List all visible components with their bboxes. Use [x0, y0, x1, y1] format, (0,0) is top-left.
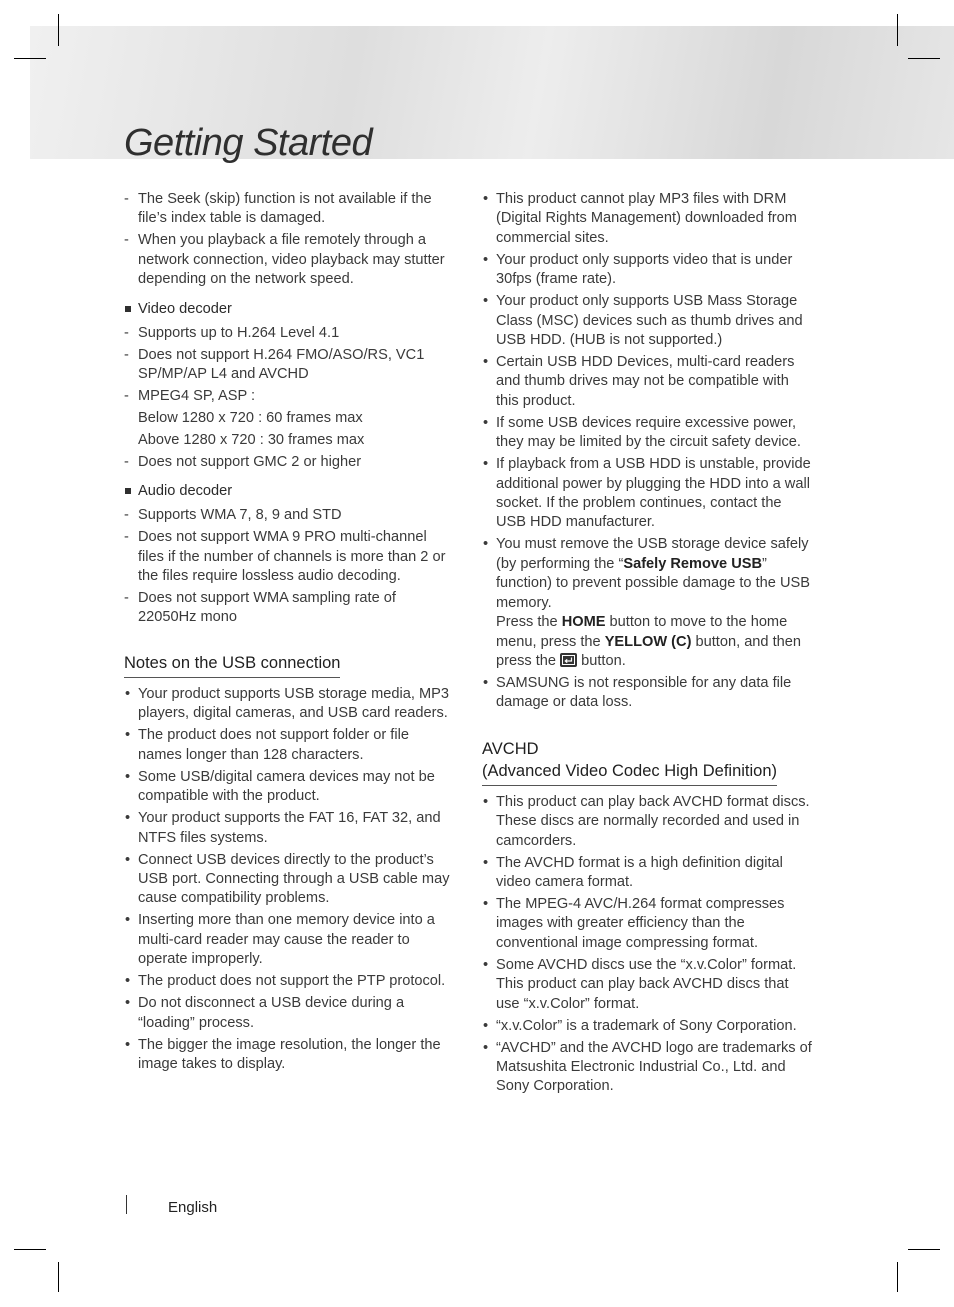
- list-item: • Inserting more than one memory device into a multi-card reader may cause the reader to operate improperly.: [124, 911, 456, 969]
- list-item: • Your product supports the FAT 16, FAT 32, and NTFS files systems.: [124, 809, 456, 848]
- list-item: • The MPEG-4 AVC/H.264 format compresses images with greater efficiency than the conventional image compressing format.: [482, 895, 814, 953]
- list-item: - When you playback a file remotely through a network connection, video playback may stutter depending on the network speed.: [124, 231, 456, 289]
- usb-notes-list-continued: [482, 190, 814, 713]
- list-item: • Connect USB devices directly to the product’s USB port. Connecting through a USB cable may cause compatibility problems.: [124, 851, 456, 909]
- list-item: - Does not support WMA 9 PRO multi-channel files if the number of channels is more than 2 or the files require lossless audio decoding.: [124, 528, 456, 586]
- crop-mark: [58, 1262, 59, 1292]
- list-item: • The AVCHD format is a high definition digital video camera format.: [482, 854, 814, 893]
- list-item: • The bigger the image resolution, the longer the image takes to display.: [124, 1036, 456, 1075]
- list-item: • Do not disconnect a USB device during a “loading” process.: [124, 994, 456, 1033]
- list-item: • Your product only supports USB Mass Storage Class (MSC) devices such as thumb drives and USB HDD. (HUB is not supported.): [482, 292, 814, 350]
- list-item: • SAMSUNG is not responsible for any data file damage or data loss.: [482, 674, 814, 713]
- crop-mark: [14, 58, 46, 59]
- bold-text: YELLOW (C): [604, 633, 692, 650]
- list-item: • Certain USB HDD Devices, multi-card readers and thumb drives may not be compatible with this product.: [482, 353, 814, 411]
- frame-limit-line: Above 1280 x 720 : 30 frames max: [138, 432, 365, 449]
- audio-decoder-heading: Audio decoder: [124, 482, 456, 501]
- text-run: button to move to the home menu, press the: [496, 614, 788, 650]
- list-item: • If some USB devices require excessive power, they may be limited by the circuit safety device.: [482, 414, 814, 453]
- list-item: • “x.v.Color” is a trademark of Sony Corporation.: [482, 1017, 814, 1036]
- video-decoder-list: [124, 324, 456, 407]
- list-item: - The Seek (skip) function is not available if the file’s index table is damaged.: [124, 190, 456, 229]
- crop-mark: [908, 58, 940, 59]
- list-item: - Does not support H.264 FMO/ASO/RS, VC1 SP/MP/AP L4 and AVCHD: [124, 346, 456, 385]
- right-column: [482, 190, 814, 1097]
- text-run: button.: [577, 652, 626, 669]
- text-run: ” function) to prevent possible damage to the USB memory.: [496, 555, 810, 611]
- enter-return-icon: [560, 653, 577, 667]
- video-decoder-heading: Video decoder: [124, 300, 456, 319]
- avchd-heading-line1: AVCHD: [482, 739, 539, 758]
- page-title: Getting Started: [124, 122, 373, 164]
- audio-decoder-list: [124, 506, 456, 628]
- crop-mark: [908, 1249, 940, 1250]
- video-decoder-list-end: [124, 453, 456, 472]
- footer-divider: [126, 1195, 127, 1214]
- list-item: • This product cannot play MP3 files with DRM (Digital Rights Management) downloaded from commercial sites.: [482, 190, 814, 248]
- crop-mark: [897, 1262, 898, 1292]
- crop-mark: [897, 14, 898, 46]
- avchd-heading-line2: (Advanced Video Codec High Definition): [482, 761, 778, 780]
- usb-notes-heading: Notes on the USB connection: [124, 652, 340, 678]
- list-item: • “AVCHD” and the AVCHD logo are trademarks of Matsushita Electronic Industrial Co., Ltd. and Sony Corporation.: [482, 1039, 814, 1097]
- list-item: - MPEG4 SP, ASP :: [124, 387, 456, 406]
- list-item: • Some USB/digital camera devices may not be compatible with the product.: [124, 768, 456, 807]
- crop-mark: [14, 1249, 46, 1250]
- list-item: - Supports up to H.264 Level 4.1: [124, 324, 456, 343]
- avchd-list: [482, 793, 814, 1097]
- bold-text: Safely Remove USB: [623, 555, 763, 572]
- intro-list: [124, 190, 456, 290]
- list-item: - Does not support GMC 2 or higher: [124, 453, 456, 472]
- list-item: • If playback from a USB HDD is unstable, provide additional power by plugging the HDD into a wall socket. If the problem continues, contact the USB HDD manufacturer.: [482, 455, 814, 533]
- avchd-heading: [482, 738, 777, 786]
- frame-limit-line: Below 1280 x 720 : 60 frames max: [138, 410, 363, 427]
- crop-mark: [58, 14, 59, 46]
- list-item: • The product does not support folder or file names longer than 128 characters.: [124, 726, 456, 765]
- list-item: - Does not support WMA sampling rate of 22050Hz mono: [124, 589, 456, 628]
- text-run: button, and then press the: [496, 633, 801, 669]
- usb-notes-list: [124, 685, 456, 1074]
- text-run: Press the: [496, 614, 562, 631]
- left-column: [124, 190, 456, 1074]
- list-item: • The product does not support the PTP protocol.: [124, 972, 456, 991]
- list-item: • Some AVCHD discs use the “x.v.Color” format. This product can play back AVCHD discs that use “x.v.Color” format.: [482, 956, 814, 1014]
- footer-language: English: [168, 1199, 218, 1216]
- safe-remove-item: [482, 535, 814, 671]
- bold-text: HOME: [561, 614, 606, 631]
- list-item: • Your product supports USB storage media, MP3 players, digital cameras, and USB card readers.: [124, 685, 456, 724]
- text-run: You must remove the USB storage device safely (by performing the “: [496, 536, 809, 572]
- list-item: • Your product only supports video that is under 30fps (frame rate).: [482, 251, 814, 290]
- list-item: • This product can play back AVCHD format discs. These discs are normally recorded and used in camcorders.: [482, 793, 814, 851]
- list-item: - Supports WMA 7, 8, 9 and STD: [124, 506, 456, 525]
